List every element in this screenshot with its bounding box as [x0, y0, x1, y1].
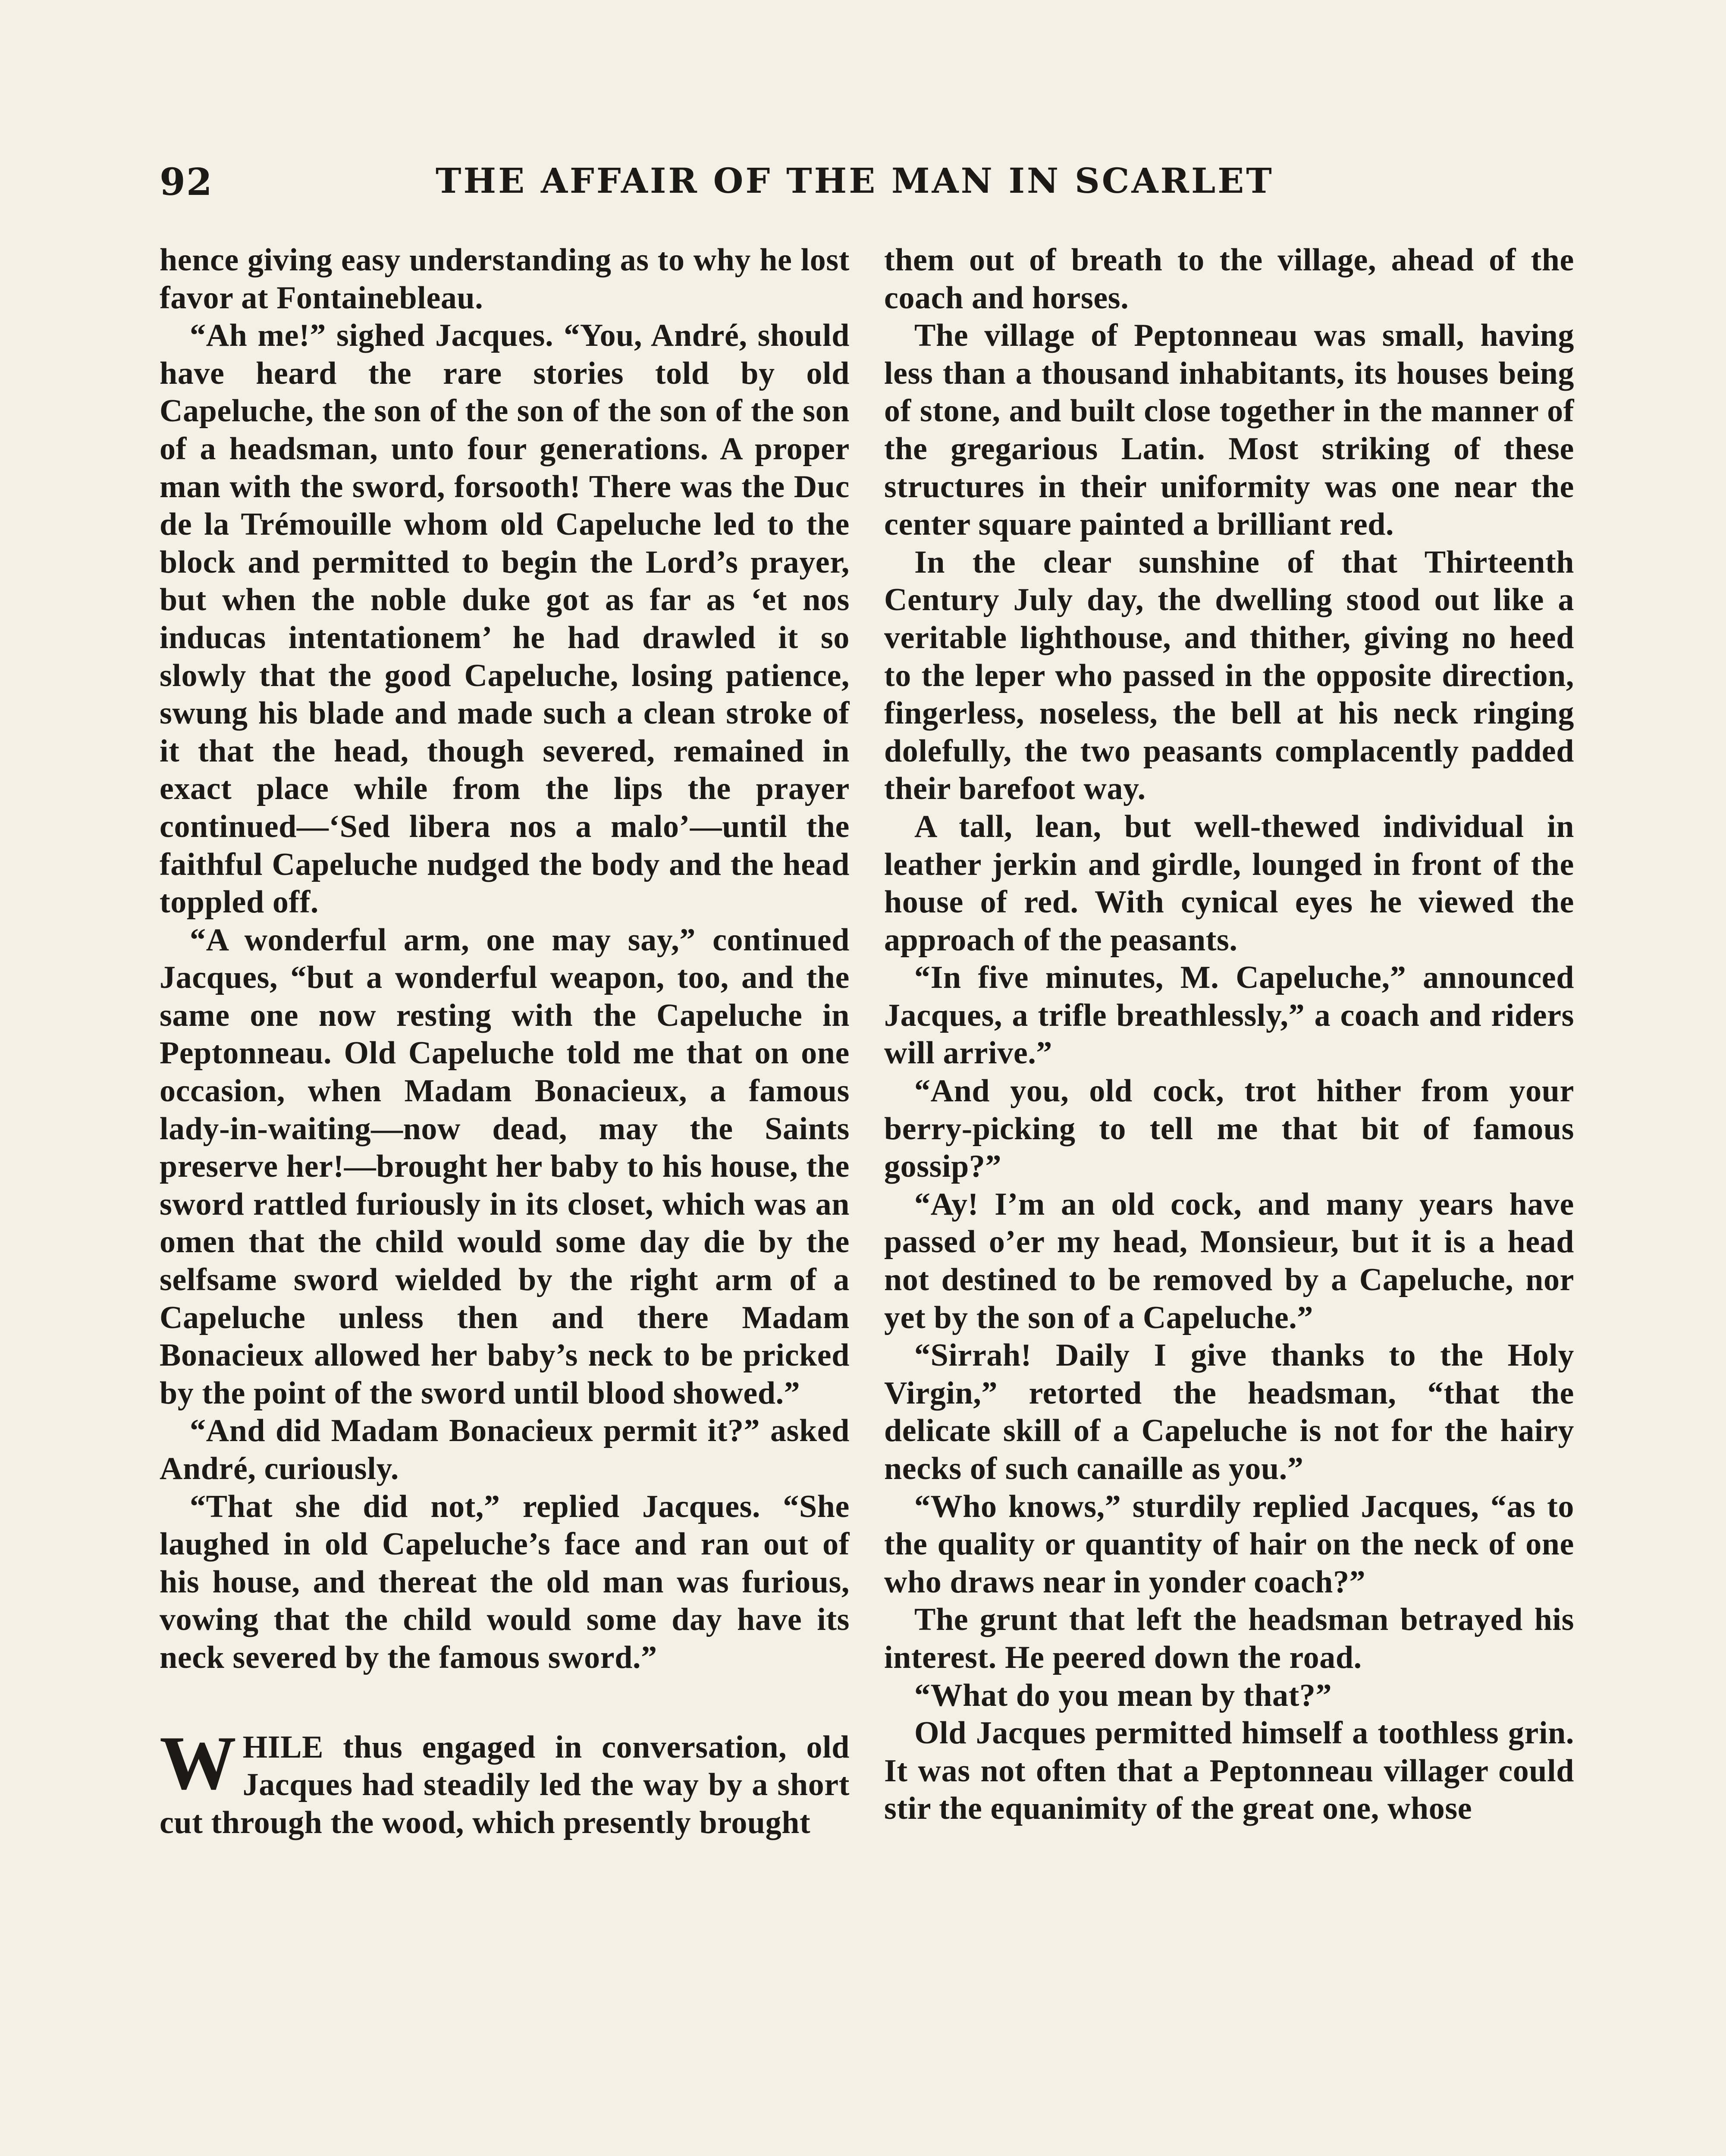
paragraph: hence giving easy understanding as to why he lost favor at Fontainebleau. [160, 242, 850, 316]
paragraph: Old Jacques permitted himself a toothless grin. It was not often that a Peptonneau villager could stir the equanimity of the great one, whose [884, 1715, 1574, 1827]
paragraph: “Ah me!” sighed Jacques. “You, André, should have heard the rare stories told by old Capeluche, the son of the son of the son of the son of a headsman, unto four generations. A proper man with the sword, forsooth! There was the Duc de la Trémouille whom old Capeluche led to the block and permitted to begin the Lord’s prayer, but when the noble duke got as far as ‘et nos inducas intentationem’ he had drawled it so slowly that the good Capeluche, losing patience, swung his blade and made such a clean stroke of it that the head, though severed, remained in exact place while from the lips the prayer continued—‘Sed libera nos a malo’—until the faithful Capeluche nudged the body and the head toppled off. [160, 318, 850, 920]
running-head: THE AFFAIR OF THE MAN IN SCARLET [436, 160, 1274, 201]
paragraph: “What do you mean by that?” [914, 1677, 1332, 1713]
paragraph: “That she did not,” replied Jacques. “She laughed in old Capeluche’s face and ran out of his house, and thereat the old man was furious, vowing that the child would some day have its neck severed by the famous sword.” [160, 1489, 850, 1675]
paragraph: them out of breath to the village, ahead of the coach and horses. [884, 242, 1574, 316]
paragraph: “In five minutes, M. Capeluche,” announced Jacques, a trifle breathlessly,” a coach and riders will arrive.” [884, 960, 1574, 1071]
paragraph: “Who knows,” sturdily replied Jacques, “as to the quality or quantity of hair on the neck of one who draws near in yonder coach?” [884, 1489, 1574, 1600]
paragraph: “Ay! I’m an old cock, and many years have passed o’er my head, Monsieur, but it is a head not destined to be removed by a Capeluche, nor yet by the son of a Capeluche.” [884, 1186, 1574, 1335]
paragraph: The village of Peptonneau was small, having less than a thousand inhabitants, its houses being of stone, and built close together in the manner of the gregarious Latin. Most striking of these structures in their uniformity was one near the center square painted a brilliant red. [884, 318, 1574, 542]
right-column [884, 241, 1574, 1828]
section-break [160, 1677, 850, 1729]
paragraph: In the clear sunshine of that Thirteenth Century July day, the dwelling stood out like a veritable lighthouse, and thither, giving no heed to the leper who passed in the opposite direction, fingerless, noseless, the bell at his neck ringing dolefully, the two peasants complacently padded their barefoot way. [884, 544, 1574, 807]
paragraph: “And did Madam Bonacieux permit it?” asked André, curiously. [160, 1413, 850, 1486]
paragraph: “Sirrah! Daily I give thanks to the Holy Virgin,” retorted the headsman, “that the delicate skill of a Capeluche is not for the hairy necks of such canaille as you.” [884, 1338, 1574, 1486]
page-header [160, 160, 1570, 212]
paragraph: “A wonderful arm, one may say,” continued Jacques, “but a wonderful weapon, too, and the same one now resting with the Capeluche in Peptonneau. Old Capeluche told me that on one occasion, when Madam Bonacieux, a famous lady-in-waiting—now dead, may the Saints preserve her!—brought her baby to his house, the sword rattled furiously in its closet, which was an omen that the child would some day die by the selfsame sword wielded by the right arm of a Capeluche unless then and there Madam Bonacieux allowed her baby’s neck to be pricked by the point of the sword until blood showed.” [160, 922, 850, 1411]
paragraph: A tall, lean, but well-thewed individual in leather jerkin and girdle, lounged in front of the house of red. With cynical eyes he viewed the approach of the peasants. [884, 808, 1574, 958]
paragraph-with-drop-cap [160, 1720, 850, 1842]
paragraph: “And you, old cock, trot hither from your berry-picking to tell me that bit of famous gossip?” [884, 1073, 1574, 1185]
drop-cap: W [160, 1720, 237, 1805]
paragraph-text: HILE thus engaged in conversation, old Jacques had steadily led the way by a short cut through the wood, which presently brought [160, 1729, 850, 1840]
left-column [160, 241, 850, 1842]
paragraph: The grunt that left the headsman betrayed his interest. He peered down the road. [884, 1602, 1574, 1675]
page-number: 92 [160, 160, 213, 204]
